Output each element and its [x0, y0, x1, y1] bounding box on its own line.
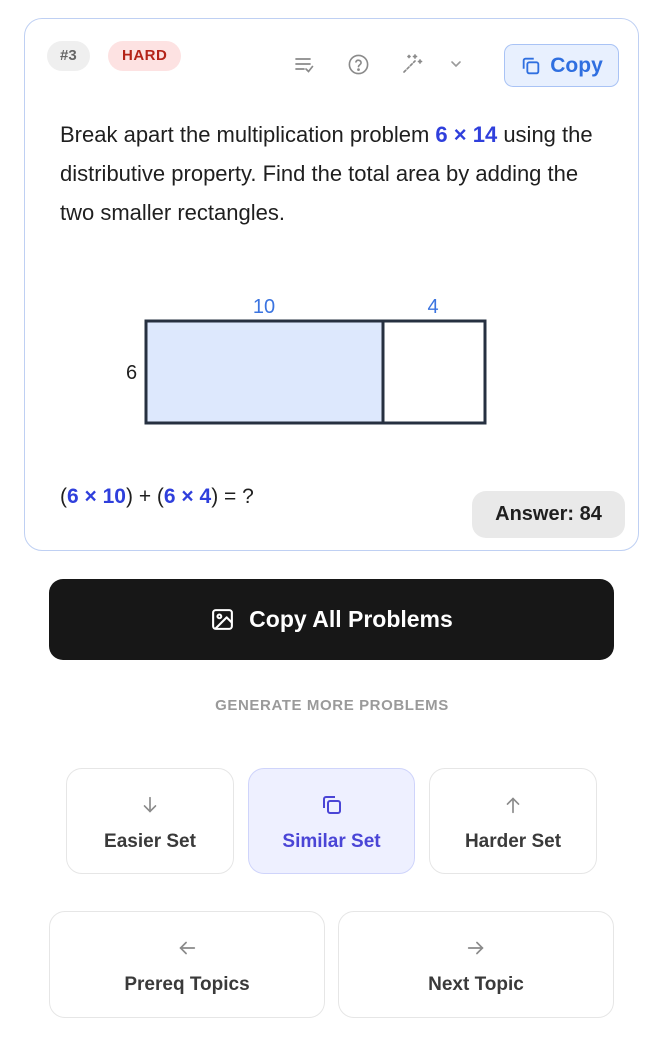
similar-set-label: Similar Set — [282, 831, 381, 852]
easier-set-button[interactable] — [66, 768, 234, 874]
height-label: 6 — [126, 362, 138, 384]
arrow-up-icon — [502, 793, 524, 817]
copy-button-label: Copy — [550, 53, 603, 77]
equation-term-1: 6 × 10 — [67, 485, 126, 508]
prereq-topics-button[interactable] — [49, 911, 325, 1018]
area-rect-left — [146, 321, 383, 423]
equation-term-2: 6 × 4 — [163, 485, 212, 508]
image-icon — [210, 607, 235, 632]
similar-set-button[interactable] — [248, 768, 415, 874]
arrow-down-icon — [139, 793, 161, 817]
equation: (6 × 10) + (6 × 4) = ? — [60, 485, 254, 508]
chevron-down-icon[interactable] — [444, 52, 468, 76]
next-topic-label: Next Topic — [428, 974, 524, 995]
copy-all-label: Copy All Problems — [249, 606, 453, 632]
harder-set-button[interactable] — [429, 768, 597, 874]
problem-text: Break apart the multiplication problem 6 × 14 using the distributive property. Find the total area by adding the two smaller rectangles. — [60, 122, 593, 225]
difficulty-badge: HARD — [108, 41, 181, 71]
help-circle-icon[interactable] — [346, 52, 370, 76]
width-label-right: 4 — [427, 296, 439, 318]
easier-set-label: Easier Set — [104, 831, 196, 852]
arrow-right-icon — [465, 936, 487, 960]
copy-button[interactable] — [504, 44, 619, 87]
copy-icon — [520, 55, 542, 77]
width-label-left: 10 — [252, 296, 276, 318]
copy-icon — [320, 793, 344, 817]
area-model-diagram — [110, 274, 530, 434]
magic-wand-icon[interactable] — [400, 52, 424, 76]
list-check-icon[interactable] — [292, 52, 316, 76]
area-rect-right — [383, 321, 485, 423]
generate-section-label: GENERATE MORE PROBLEMS — [215, 697, 449, 714]
copy-all-problems-button[interactable] — [49, 579, 614, 660]
problem-number-badge: #3 — [47, 41, 90, 71]
answer-badge[interactable]: Answer: 84 — [472, 491, 625, 538]
next-topic-button[interactable] — [338, 911, 614, 1018]
arrow-left-icon — [176, 936, 198, 960]
harder-set-label: Harder Set — [464, 831, 562, 852]
problem-card — [24, 18, 639, 551]
prereq-topics-label: Prereq Topics — [124, 974, 250, 995]
problem-expression: 6 × 14 — [435, 122, 498, 147]
